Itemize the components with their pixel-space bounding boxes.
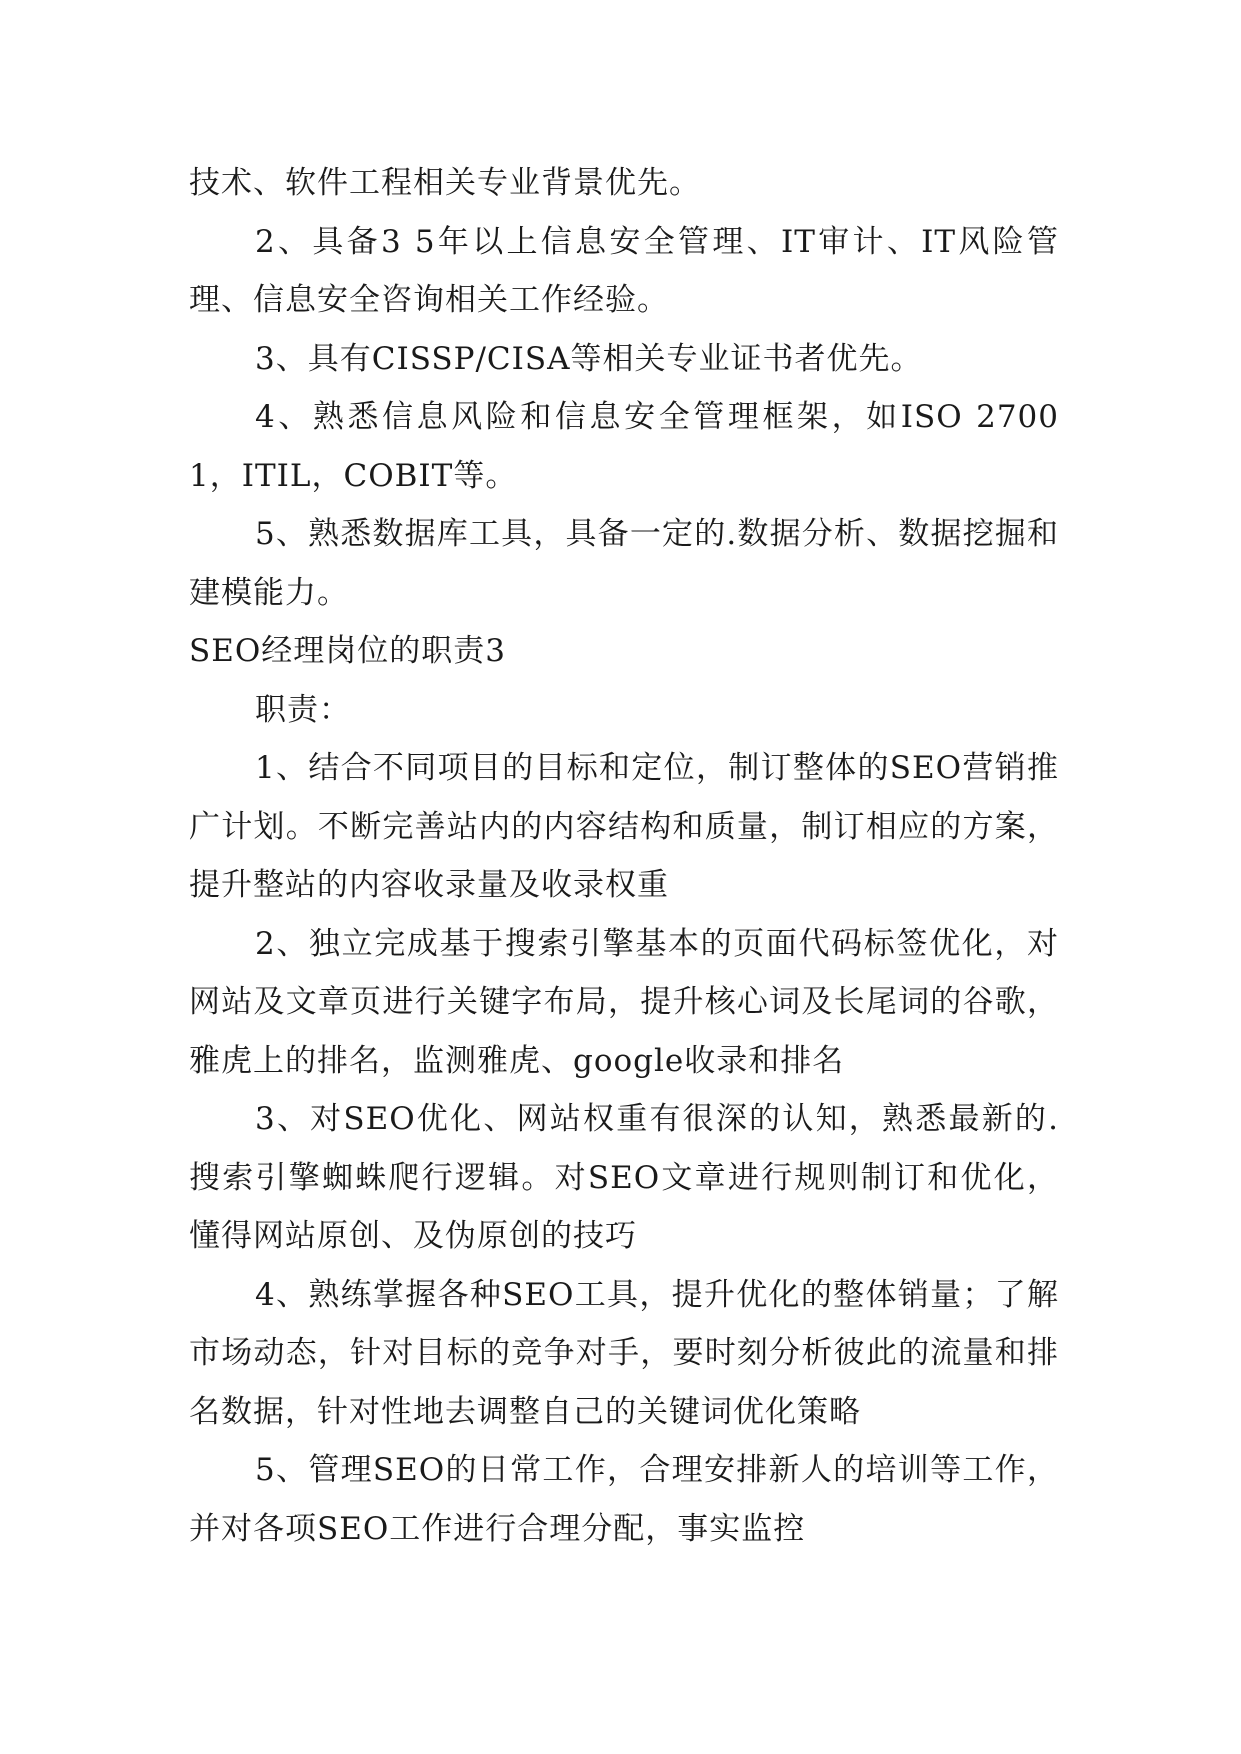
paragraph: 4、熟悉信息风险和信息安全管理框架，如ISO 27001，ITIL，COBIT等。 <box>189 399 1059 494</box>
paragraph: 3、对SEO优化、网站权重有很深的认知，熟悉最新的.搜索引擎蜘蛛爬行逻辑。对SEO文章进行规则制订和优化，懂得网站原创、及伪原创的技巧 <box>189 1101 1059 1254</box>
section-heading: SEO经理岗位的职责3 <box>189 633 507 669</box>
paragraph: 5、熟悉数据库工具，具备一定的.数据分析、数据挖掘和建模能力。 <box>189 516 1059 611</box>
paragraph: 职责： <box>255 691 351 728</box>
paragraph: 2、独立完成基于搜索引擎基本的页面代码标签优化，对网站及文章页进行关键字布局，提升核心词及长尾词的谷歌，雅虎上的排名，监测雅虎、google收录和排名 <box>189 925 1059 1079</box>
document-body <box>189 154 1059 1558</box>
paragraph: 技术、软件工程相关专业背景优先。 <box>189 165 701 201</box>
paragraph: 3、具有CISSP/CISA等相关专业证书者优先。 <box>255 340 923 377</box>
paragraph: 4、熟练掌握各种SEO工具，提升优化的整体销量；了解市场动态，针对目标的竞争对手，要时刻分析彼此的流量和排名数据，针对性地去调整自己的关键词优化策略 <box>189 1276 1059 1430</box>
paragraph: 1、结合不同项目的目标和定位，制订整体的SEO营销推广计划。不断完善站内的内容结构和质量，制订相应的方案，提升整站的内容收录量及收录权重 <box>189 750 1059 903</box>
paragraph: 5、管理SEO的日常工作，合理安排新人的培训等工作，并对各项SEO工作进行合理分配，事实监控 <box>189 1452 1059 1547</box>
paragraph: 2、具备3 5年以上信息安全管理、IT审计、IT风险管理、信息安全咨询相关工作经验。 <box>189 223 1059 318</box>
